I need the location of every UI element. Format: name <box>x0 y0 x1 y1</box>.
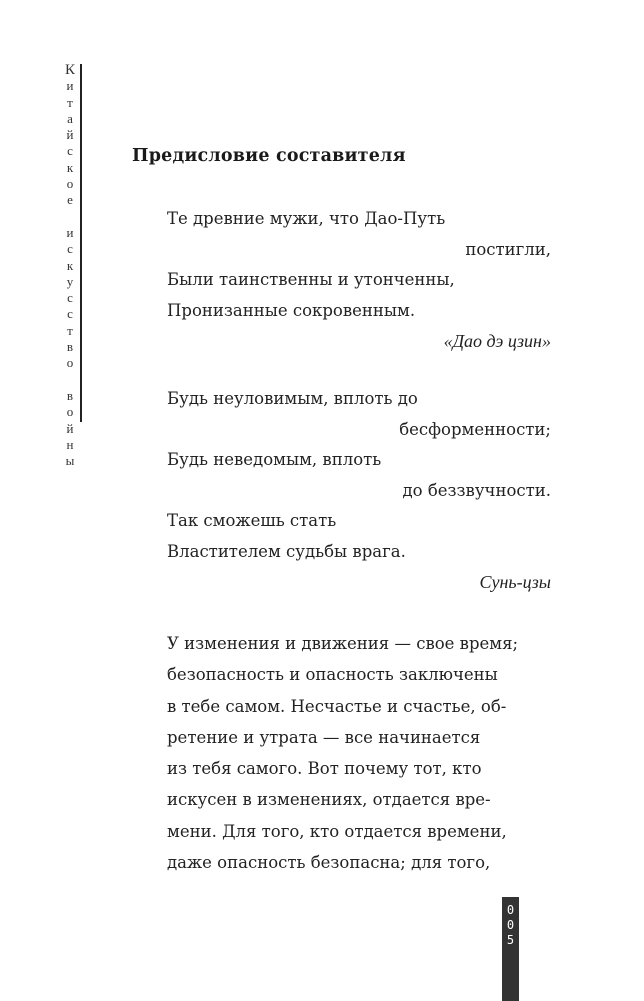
epigraph-line: Были таинственны и утонченны, <box>167 270 455 289</box>
page-title: Предисловие составителя <box>132 146 406 166</box>
epigraph-attribution: «Дао дэ цзин» <box>443 331 551 351</box>
body-line: мени. Для того, кто отдается времени, <box>167 821 507 841</box>
epigraph-line: Будь неведомым, вплоть <box>167 450 382 469</box>
page-number-digit: 5 <box>506 933 515 947</box>
running-head-char: о <box>66 404 74 420</box>
body-line: даже опасность безопасна; для того, <box>167 853 491 873</box>
running-head-char: в <box>66 387 74 403</box>
running-head-char: ы <box>65 453 75 469</box>
epigraph-line: Будь неуловимым, вплоть до <box>167 389 418 408</box>
running-head-char: к <box>66 257 74 273</box>
running-head-char: н <box>66 436 74 452</box>
running-head-char: о <box>66 355 74 371</box>
running-head-char: й <box>66 127 74 143</box>
body-line: искусен в изменениях, отдается вре- <box>167 790 491 810</box>
running-head-char: и <box>66 224 74 240</box>
running-head-char: т <box>67 94 73 110</box>
running-head-char: с <box>67 143 73 159</box>
running-head-char: в <box>66 339 74 355</box>
epigraph-line: до беззвучности. <box>402 480 551 500</box>
page-number-digit: 0 <box>506 918 515 932</box>
running-head-char: с <box>67 241 73 257</box>
epigraph-line: бесформенности; <box>399 419 551 439</box>
running-head-char: е <box>67 192 73 208</box>
running-head-char: с <box>67 306 73 322</box>
epigraph-attribution: Сунь-цзы <box>479 572 551 592</box>
running-head-rule <box>80 64 82 422</box>
epigraph-line: Так сможешь стать <box>167 511 337 530</box>
epigraph-laozi <box>167 204 551 357</box>
page-number-digit: 0 <box>506 903 515 917</box>
running-head-char: к <box>66 159 74 175</box>
epigraph-line: Пронизанные сокровенным. <box>167 300 416 320</box>
running-head-char: о <box>66 176 74 192</box>
running-head <box>60 62 80 469</box>
body-line: безопасность и опасность заключены <box>167 665 498 685</box>
page-number-tab <box>502 897 519 1001</box>
body-line: У изменения и движения — свое время; <box>167 634 519 653</box>
running-head-char: К <box>64 62 75 78</box>
epigraph-line: Те древние мужи, что Дао-Путь <box>167 209 446 228</box>
epigraph-line: Властителем судьбы врага. <box>167 541 406 561</box>
epigraph-sunzi <box>167 384 551 598</box>
body-paragraph <box>167 628 557 878</box>
running-head-char: и <box>66 78 74 94</box>
running-head-char: с <box>67 290 73 306</box>
epigraph-line: постигли, <box>465 239 551 259</box>
body-line: из тебя самого. Вот почему тот, кто <box>167 759 482 779</box>
running-head-char: й <box>66 420 74 436</box>
page-number <box>502 903 519 948</box>
running-head-char: у <box>66 273 74 289</box>
running-head-char: а <box>67 110 73 126</box>
body-line: ретение и утрата — все начинается <box>167 727 481 747</box>
body-line: в тебе самом. Несчастье и счастье, об- <box>167 696 507 716</box>
running-head-char: т <box>67 322 73 338</box>
